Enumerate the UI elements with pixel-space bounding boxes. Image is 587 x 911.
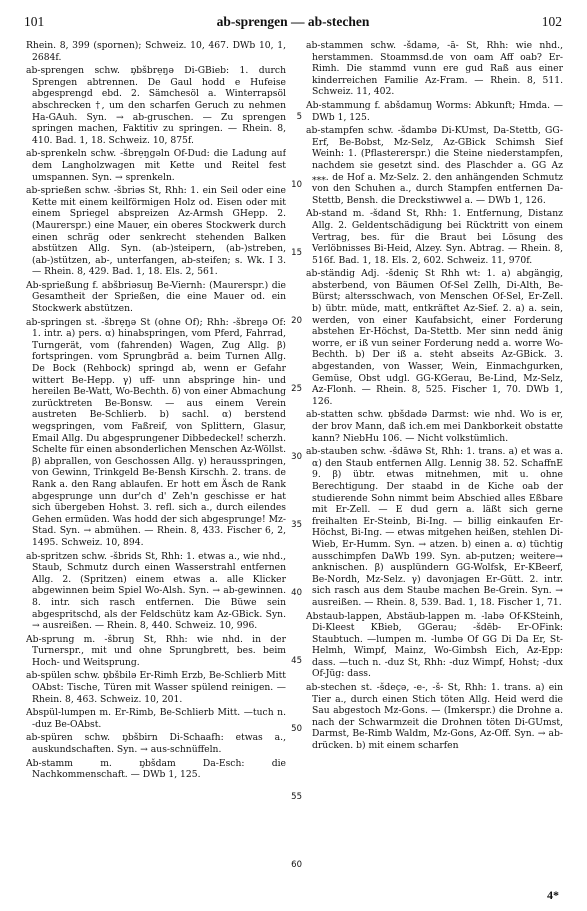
dictionary-entry: Ab-sprung m. -šbruŋ St, Rhh: wie nhd. in der Turnerspr., mit und ohne Sprungbrett, bes. beim Hoch- und Weitsprung.: [26, 633, 286, 668]
page-number-right: 102: [541, 14, 562, 29]
dictionary-entry: ab-stauben schw. -šdāwə St, Rhh: 1. trans. a) et was a. α) den Staub entfernen Allg. Lennig 38. 52. SchaffnE 9. β) übtr. etwas mitnehmen, mit u. ohne Berechtigung. Der staabd in de Kiche oab der studierende Sohn nimmt beim Abschied alles Eßbare mit Er-Zell. — E dud gern a. läßt sich gerne freihalten Er-Steinb, Bi-Ing. — billig einkaufen Er-Höchst, Bi-Ing. — etwas mitgehen heißen, stehlen Di-Wieb, Er-Humm. Syn. → atzen. b) einen a. α) tüchtig ausschimpfen DaWb 199. Syn. ab-putzen; weitere→ anknischen. β) ausplündern GG-Wolfsk, Er-KBeerf, Be-Nordh, Mz-Selz. γ) davonjagen Er-Gütt. 2. intr. sich rasch aus dem Staube machen Be-Grein. Syn. → ausreißen. — Rhein. 8, 539. Bad. 1, 18. Fischer 1, 71.: [306, 446, 563, 608]
dictionary-entry: Ab-stammung f. abšdamuŋ Worms: Abkunft; Hmda. — DWb 1, 125.: [306, 99, 563, 123]
line-number: 10: [291, 180, 302, 190]
dictionary-entry: ab-spritzen schw. -šbrids St, Rhh: 1. etwas a., wie nhd., Staub, Schmutz durch einen Wasserstrahl entfernen Allg. 2. (Spritzen) einem etwas a. alle Klicker abgewinnen beim Spiel Wo-Alsh. Syn. → ab-gewinnen. 8. intr. sich rasch entfernen. Die Büwe sein abgespritschd, als der Feldschütz kam Az-GBick. Syn. → ausreißen. — Rhein. 8, 440. Schweiz. 10, 996.: [26, 550, 286, 632]
dictionary-entry: Ab-stand m. -šdand St, Rhh: 1. Entfernung, Distanz Allg. 2. Geldentschädigung bei Rücktritt von einem Vertrag, bes. für die Braut bei Lösung des Verlöbnisses Bi-Heid, Alzey. Syn. Abtrag. — Rhein. 8, 516f. Bad. 1, 18. Els. 2, 602. Schweiz. 11, 970f.: [306, 208, 563, 266]
dictionary-entry: ab-spüren schw. ɒ̧bšbirn Di-Schaafh: etwas a., auskundschaften. Syn. → aus-schnüffeln.: [26, 732, 286, 756]
dictionary-entry: ab-statten schw. ɒ̧bšdadə Darmst: wie nhd. Wo is er, der brov Mann, daß ich.em mei Dankborkeit obstatte kann? NiebHu 106. — Nicht volkstümlich.: [306, 409, 563, 444]
left-column: [26, 40, 286, 898]
line-number: 25: [291, 384, 302, 394]
dictionary-entry: Abspül-lumpen m. Er-Rimb, Be-Schlierb Mitt. —tuch n. -duz Be-OAbst.: [26, 707, 286, 730]
line-number: 50: [291, 724, 302, 734]
page-number-left: 101: [24, 14, 45, 29]
dictionary-entry: ab-sprengen schw. ɒ̧bšbrẹŋə Di-GBieb: 1. durch Sprengen abtrennen. De Gaul hodd e Hufeise abgesprengd ebd. 2. Sämchesöl a. Winterrapsöl abschrecken †, um den scharfen Geruch zu nehmen Ha-GAuh. Syn. → ab-gruschen. — Zu sprengen springen machen, Faktitiv zu springen. — Rhein. 8, 410. Bad. 1, 18. Schweiz. 10, 875f.: [26, 65, 286, 146]
line-number: 20: [291, 316, 302, 326]
line-number: 40: [291, 588, 302, 598]
signature-mark: 4*: [547, 888, 559, 902]
dictionary-entry: ab-ständig Adj. -šdeniç St Rhh wt: 1. a) abgängig, absterbend, von Bäumen Of-Sel Zellh, Di-Alth, Be-Bürst; altersschwach, von Menschen Of-Sel, Er-Zell. b) übtr. müde, matt, entkräftet Az-Sief. 2. a) a. sein, werden, von einer Kaufabsicht, einer Forderung abstehen Er-Höchst, Da-Stettb. Mer sinn nedd änig worre, er iß vun seiner Forderung nedd a. worre Wo-Bechth. b) Der iß a. steht abseits Az-GBick. 3. abgestanden, von Wasser, Wein, Einmachgurken, Gemüse, Obst udgl. GG-KGerau, Be-Lind, Mz-Selz, Az-Flonh. — Rhein. 8, 525. Fischer 1, 70. DWb 1, 126.: [306, 268, 563, 407]
dictionary-entry: ab-sprießen schw. -šbriəs St, Rhh: 1. ein Seil oder eine Kette mit einem keilförmigen Holz od. Eisen oder mit einem Spriegel abspreizen Az-Armsh GHepp. 2. (Maurerspr.) eine Mauer, ein oberes Stockwerk durch einen schräg oder senkrecht stehenden Balken abstützen Allg. Syn. (ab-)steipern, (ab-)streben, (ab-)stützen, ab-, unterfangen, ab-steifen; s. Wk. I 3. — Rhein. 8, 429. Bad. 1, 18. Els. 2, 561.: [26, 185, 286, 278]
dictionary-entry: Rhein. 8, 399 (spornen); Schweiz. 10, 467. DWb 10, 1, 2684f.: [26, 40, 286, 63]
line-number: 15: [291, 248, 302, 258]
dictionary-entry: ab-stampfen schw. -šdambə Di-KUmst, Da-Stettb, GG-Erf, Be-Bobst, Mz-Selz, Az-GBick Schimsh Sief Weinh: 1. (Pflastererspr.) die Steine niederstampfen, nachdem sie gesetzt sind. des Plaschder a. GG Az ⁎⁎⁎. de Hof a. Mz-Selz. 2. den anhängenden Schmutz von den Schuhen a., durch Stampfen entfernen Da-Stettb, Bensh. die Dreckstiwwel a. — DWb 1, 126.: [306, 125, 563, 206]
dictionary-entry: ab-stammen schw. -šdamə, -ā- St, Rhh: wie nhd., herstammen. Stoammsd.de von oam Aff oab? Er-Rimh. Die stammd vunn ere gud Raß aus einer kinderreichen Familie Az-Fram. — Rhein. 8, 511. Schweiz. 11, 402.: [306, 40, 563, 98]
line-number: 5: [296, 112, 302, 122]
dictionary-entry: Ab-stamm m. ɒ̧bšdam Da-Esch: die Nachkommenschaft. — DWb 1, 125.: [26, 757, 286, 781]
line-number: 60: [291, 860, 302, 870]
line-number-gutter: [288, 40, 304, 900]
right-column: [306, 40, 563, 898]
line-number: 30: [291, 452, 302, 462]
dictionary-entry: ab-springen st. -šbrẹŋə St (ohne Of); Rhh: -šbreŋə Of: 1. intr. a) pers. α) hinabspringen, vom Pferd, Fahrrad, Turngerät, vom (fahrenden) Wagen, Zug Allg. β) fortspringen. vom Sprungbrād a. beim Turnen Allg. De Bock (Rehbock) springd ab, wenn er Gefahr wittert Be-Hepp. γ) uff- unn abspringe hin- und hereilen Be-Watt, Wo-Bechth. δ) von einer Abmachung zurücktreten Be-Bonsw. — aus einem Verein austreten Be-Schlierb. b) sachl. α) berstend wegspringen, vom Faßreif, von Splittern, Glasur, Email Allg. Du abgesprungener Dibbedeckel! scherzh. Schelte für einen absonderlichen Menschen Az-Wöllst. β) abprallen, von Geschossen Allg. γ) herausspringen, von Gewinn, Trinkgeld Be-Bensh Kirschh. 2. trans. de Rank a. den Rang ablaufen. Er hott em Äsch de Rank abgesprunge unn dur'ch d' Zeh'n geschisse er hat sich übergeben Hohst. 3. refl. sich a., durch eilendes Gehen ermüden. Was hodd der sich abgesprunge! Mz-Stad. Syn. → abmühen. — Rhein. 8, 433. Fischer 6, 2, 1495. Schweiz. 10, 894.: [26, 316, 286, 548]
line-number: 55: [291, 792, 302, 802]
dictionary-entry: ab-spülen schw. ɒ̧bšbilə Er-Rimh Erzb, Be-Schlierb Mitt OAbst: Tische, Türen mit Wasser spülend reinigen. — Rhein. 8, 463. Schweiz. 10, 201.: [26, 670, 286, 705]
running-title: ab-sprengen — ab-stechen: [216, 14, 370, 29]
dictionary-entry: Abstaub-lappen, Abstäub-lappen m. -labə Of-KSteinh, Di-Kleest KBieb, GGerau; -šdēb- Er-OFink: Staubtuch. —lumpen m. -lumbə Of GG Di Da Er, St-Helmh, Wimpf, Mainz, Wo-Gimbsh Eich, Az-Epp: dass. —tuch n. -duz St, Rhh: -duz Wimpf, Hohst; -dux Of-Jüg: dass.: [306, 610, 563, 680]
line-number: 35: [291, 520, 302, 530]
line-number: 45: [291, 656, 302, 666]
dictionary-entry: ab-sprenkeln schw. -šbrẹŋgəln Of-Dud: die Ladung auf dem Langholzwagen mit Kette und Reitel fest umspannen. Syn. → sprenkeln.: [26, 148, 286, 183]
dictionary-entry: ab-stechen st. -šdeçə, -e-, -š- St, Rhh: 1. trans. a) ein Tier a., durch einen Stich töten Allg. Heid werd die Sau abgestoch Mz-Gons. — (Imkerspr.) die Drohne a. nach der Schwarmzeit die Drohnen töten Di-GUmst, Darmst, Be-Rimb Waldm, Mz-Gons, Az-Off. Syn. → ab-drücken. b) mit einem scharfen: [306, 682, 563, 752]
dictionary-entry: Ab-sprießung f. abšbriəsuŋ Be-Viernh: (Maurerspr.) die Gesamtheit der Sprießen, die eine Mauer od. ein Stockwerk abstützen.: [26, 279, 286, 315]
page-header: [24, 14, 562, 32]
